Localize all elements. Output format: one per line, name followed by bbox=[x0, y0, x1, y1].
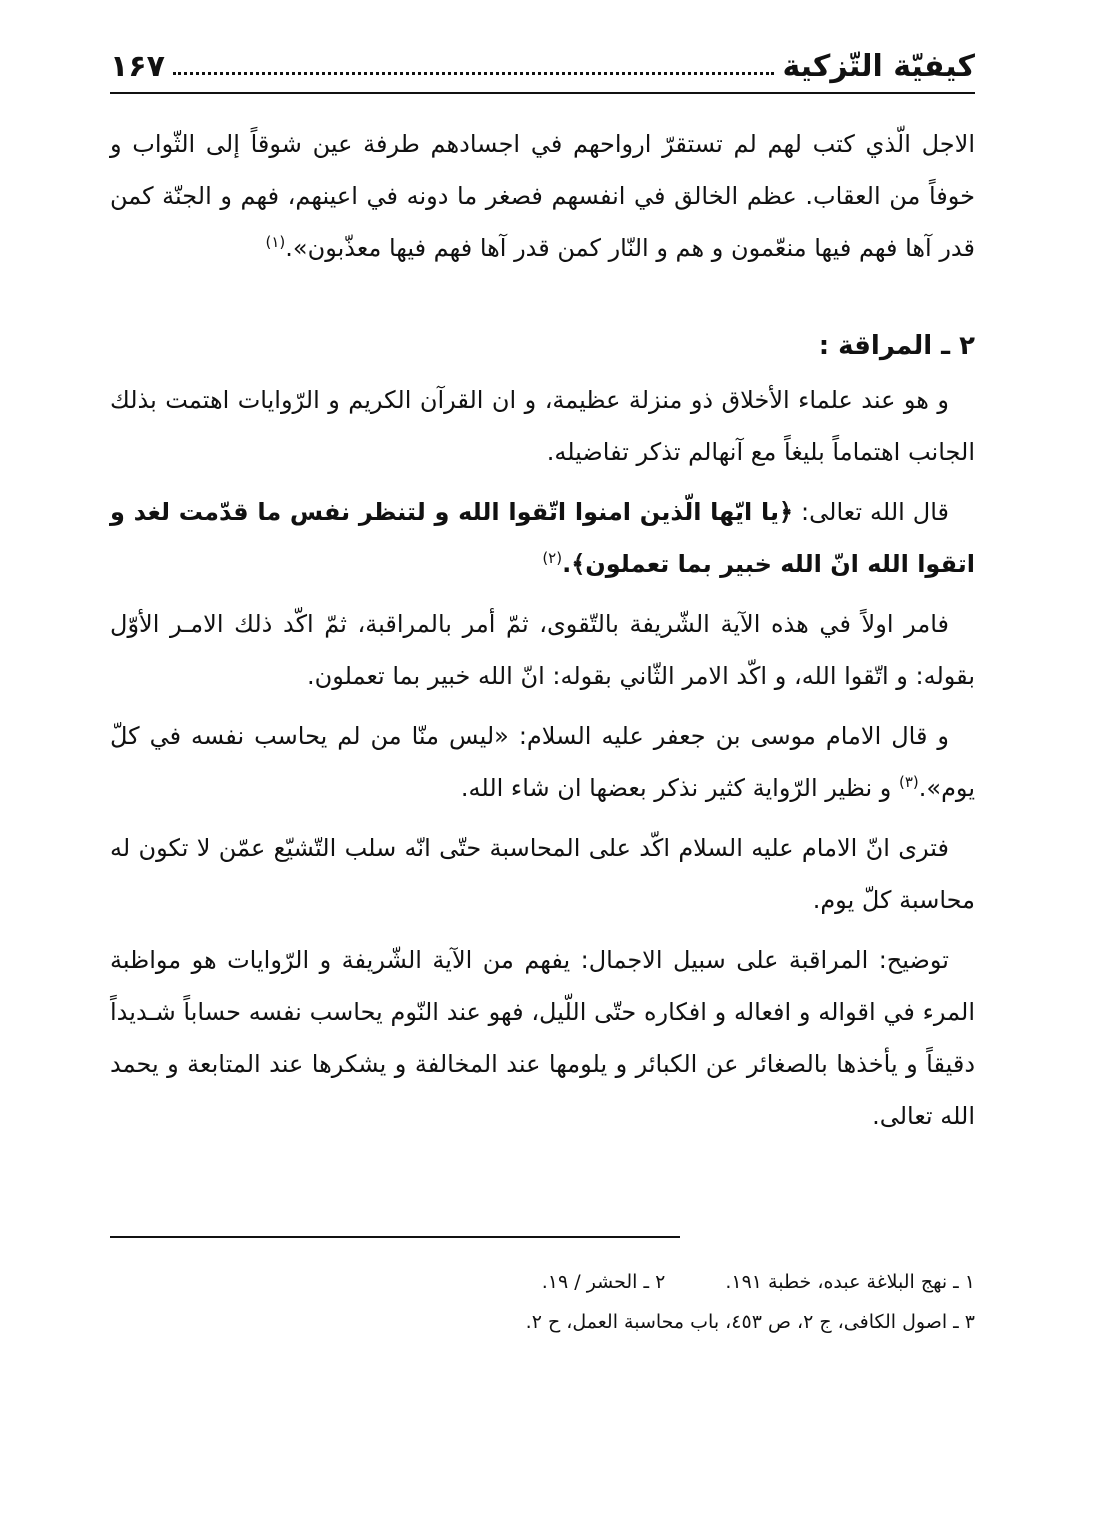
footnote-ref-1: (۱) bbox=[265, 233, 286, 251]
paragraph-hadith bbox=[110, 710, 975, 814]
footnote-ref-3: (۳) bbox=[898, 773, 919, 791]
footnote-3: ۳ ـ اصول الكافى، ج ۲، ص ٤٥۳، باب محاسبة العمل، ح ۲. bbox=[525, 1311, 975, 1333]
main-text bbox=[110, 118, 975, 1150]
page-number: ۱۶۷ bbox=[110, 48, 165, 84]
footnote-2: ۲ ـ الحشر / ۱۹. bbox=[541, 1271, 666, 1293]
book-page bbox=[110, 0, 975, 1538]
paragraph-continuation bbox=[110, 118, 975, 274]
paragraph-quran-verse bbox=[110, 486, 975, 590]
hadith-text: و قال الامام موسى بن جعفر عليه السلام: «ليس منّا من لم يحاسب نفسه في كلّ يوم». bbox=[110, 722, 975, 802]
chapter-title: كيفيّة التّزكية bbox=[782, 48, 975, 84]
paragraph-text: الاجل الّذي كتب لهم لم تستقرّ ارواحهم في اجسادهم طرفة عين شوقاً إلى الثّواب و خوفاً من العقاب. عظم الخالق في انفسهم فصغر ما دونه في اعينهم، فهم و الجنّة كمن قدر آها فهم فيها منعّمون و هم و النّار كمن قدر آها فهم فيها معذّبون». bbox=[110, 130, 975, 262]
footnote-divider bbox=[110, 1236, 680, 1238]
footnote-1: ۱ ـ نهج البلاغة عبده، خطبة ۱۹۱. bbox=[725, 1271, 975, 1293]
footnote-ref-2: (۲) bbox=[542, 549, 563, 567]
footnote-row bbox=[110, 1302, 975, 1342]
running-header bbox=[110, 40, 975, 94]
section-heading: ۲ ـ المراقة : bbox=[818, 331, 975, 361]
verse-lead: قال الله تعالى: bbox=[793, 498, 950, 526]
header-dot-leader bbox=[173, 72, 775, 75]
paragraph-clarification: توضيح: المراقبة على سبيل الاجمال: يفهم من الآية الشّريفة و الرّوايات هو مواظبة المرء في اقواله و افعاله و افكاره حتّى اللّيل، فهو عند النّوم يحاسب نفسه حساباً شـديداً دقيقاً و يأخذها بالصغائر عن الكبائر و يلومها عند المخالفة و يشكرها عند المتابعة و يحمد الله تعالى. bbox=[110, 946, 975, 1130]
paragraph-commentary: فترى انّ الامام عليه السلام اكّد على المحاسبة حتّى انّه سلب التّشيّع عمّن لا تكون له محاسبة كلّ يوم. bbox=[110, 834, 975, 914]
paragraph-intro: و هو عند علماء الأخلاق ذو منزلة عظيمة، و ان القرآن الكريم و الرّوايات اهتمت بذلك الجانب اهتماماً بليغاً مع آنهالم تذكر تفاضيله. bbox=[110, 386, 975, 466]
paragraph-explanation: فامر اولاً في هذه الآية الشّريفة بالتّقوى، ثمّ أمر بالمراقبة، ثمّ اكّد ذلك الامـر الأوّل بقوله: و اتّقوا الله، و اكّد الامر الثّاني بقوله: انّ الله خبير بما تعملون. bbox=[110, 610, 975, 690]
footnote-row bbox=[110, 1262, 975, 1302]
quran-verse: ﴿يا ايّها الّذين امنوا اتّقوا الله و لتنظر نفس ما قدّمت لغد و اتقوا الله انّ الله خبير بما تعملون﴾. bbox=[110, 498, 975, 578]
footnotes bbox=[110, 1236, 975, 1342]
hadith-continuation: و نظير الرّواية كثير نذكر بعضها ان شاء الله. bbox=[460, 774, 899, 802]
